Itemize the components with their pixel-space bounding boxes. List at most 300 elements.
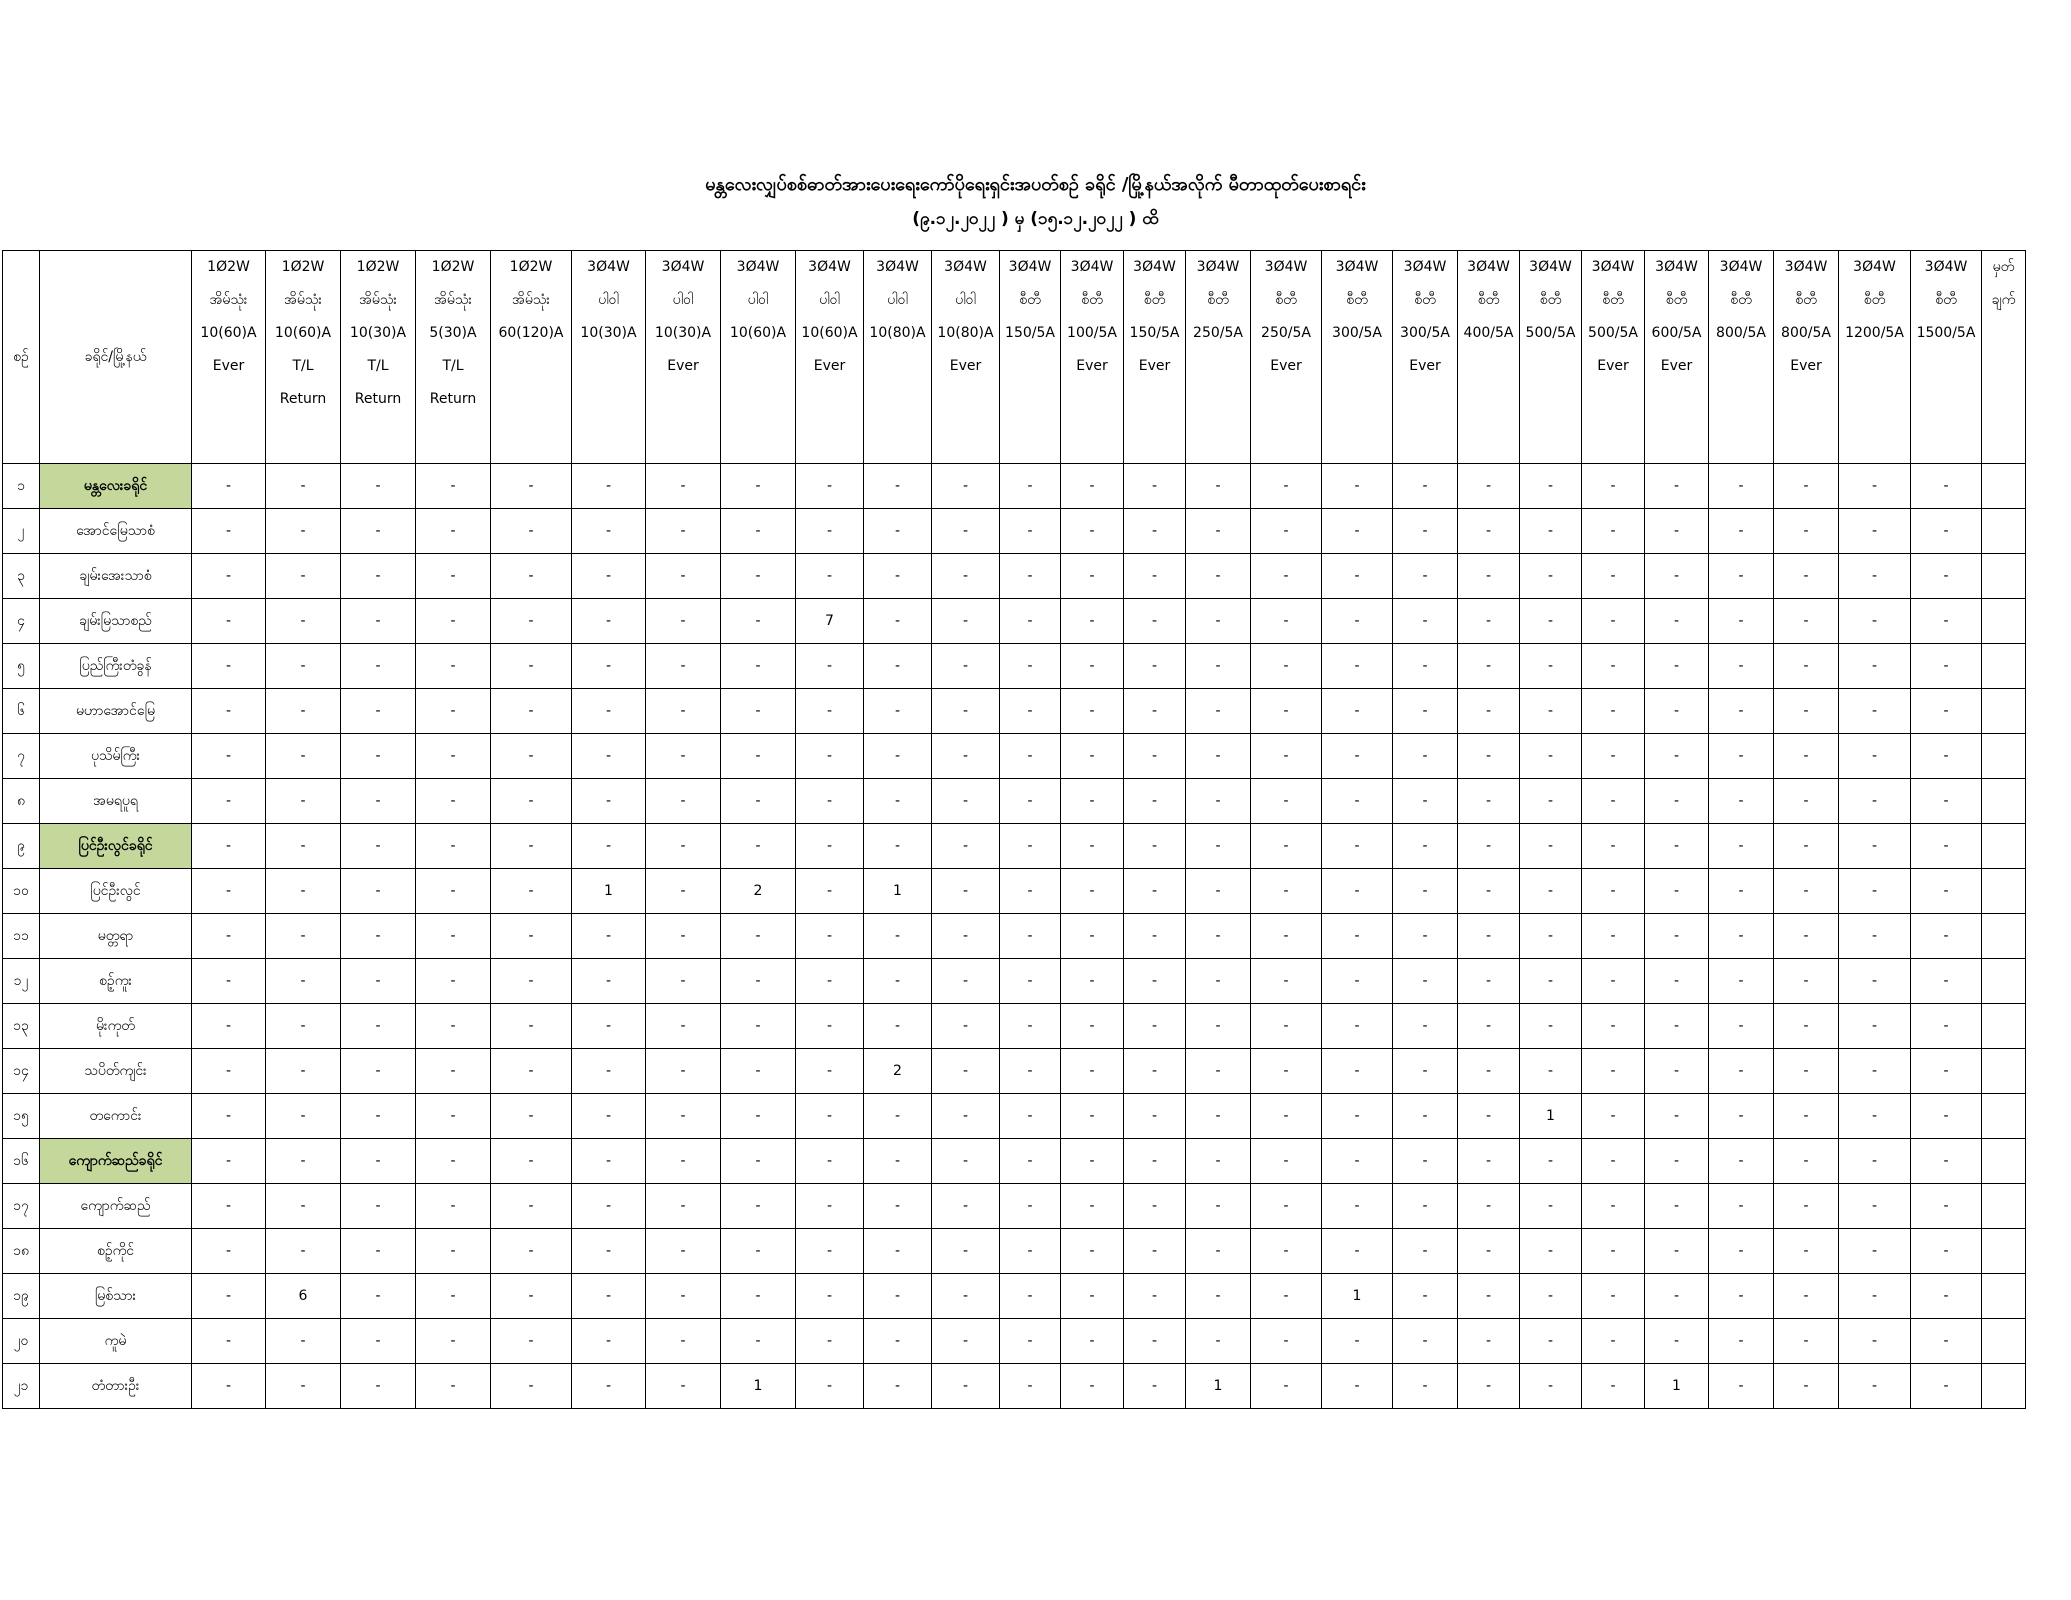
meter-count-cell: - [341,1229,416,1274]
meter-count-cell: - [1645,464,1709,509]
meter-count-cell: - [1322,959,1393,1004]
meter-count-cell: - [1645,734,1709,779]
meter-count-cell: - [491,554,572,599]
column-header-line: စီတီ [1665,292,1688,308]
column-header [192,251,266,464]
meter-count-cell: - [1520,554,1582,599]
meter-count-cell: - [1520,1274,1582,1319]
meter-count-cell: - [1458,1184,1520,1229]
meter-count-cell: - [1839,779,1911,824]
column-header-line: စီတီ [1346,292,1368,308]
meter-count-cell: - [1393,644,1458,689]
column-header-line: စီတီ [1602,292,1624,308]
meter-count-cell: - [1582,914,1645,959]
meter-count-cell: - [192,1004,266,1049]
meter-count-cell: - [1458,1319,1520,1364]
meter-count-cell: - [1709,959,1774,1004]
column-header [1000,251,1061,464]
meter-count-cell: - [1709,1004,1774,1049]
meter-count-cell: - [721,1319,796,1364]
column-header [864,251,932,464]
row-serial: ၁၀ [3,869,40,914]
meter-count-cell: - [1000,1094,1061,1139]
row-serial: ၂၁ [3,1364,40,1409]
meter-count-cell: - [1520,509,1582,554]
column-header-line: Ever [1076,358,1108,374]
meter-count-cell: - [1393,824,1458,869]
meter-count-cell: - [1393,1229,1458,1274]
meter-count-cell: - [1774,1229,1839,1274]
meter-count-cell: - [1839,824,1911,869]
meter-count-cell: - [1582,734,1645,779]
meter-count-cell: - [1124,1184,1186,1229]
meter-count-cell: - [1186,959,1251,1004]
meter-count-cell: - [932,1139,1000,1184]
meter-count-cell: - [646,464,721,509]
column-header-line: Ever [949,358,982,374]
meter-count-cell: - [1839,1274,1911,1319]
meter-count-cell: - [1911,554,1982,599]
meter-count-cell: 1 [721,1364,796,1409]
meter-count-cell: - [721,1274,796,1319]
meter-count-cell: - [932,869,1000,914]
meter-count-cell: - [341,464,416,509]
meter-count-cell: - [1000,914,1061,959]
meter-count-cell: 1 [1645,1364,1709,1409]
column-header-line: 10(30)A [349,325,407,341]
column-header-line: 10(60)A [200,325,257,341]
meter-count-cell: - [266,1364,341,1409]
meter-count-cell: - [192,1229,266,1274]
meter-count-cell: - [1061,959,1124,1004]
meter-count-cell: - [572,1094,646,1139]
meter-count-cell: - [864,644,932,689]
header-district-township: ခရိုင်/မြို့နယ် [40,251,192,464]
meter-count-cell: - [1911,1184,1982,1229]
row-serial: ၁၅ [3,1094,40,1139]
meter-count-cell: - [1911,599,1982,644]
meter-count-cell: - [1839,1139,1911,1184]
meter-count-cell: - [864,824,932,869]
column-header-line: ပါဝါ [819,292,840,308]
meter-count-cell: - [1186,779,1251,824]
meter-count-cell: - [572,599,646,644]
table-row [3,1004,2026,1049]
column-header-line: စီတီ [1275,292,1297,308]
meter-count-cell: - [721,734,796,779]
meter-count-cell: - [1645,779,1709,824]
column-header-line: 3Ø4W [736,259,780,275]
table-row [3,1274,2026,1319]
meter-count-cell: - [1839,914,1911,959]
meter-count-cell: - [572,1139,646,1184]
meter-count-cell: - [1251,1184,1322,1229]
remark-cell [1982,464,2026,509]
meter-count-cell: - [796,1139,864,1184]
meter-count-cell: - [1000,959,1061,1004]
meter-count-cell: - [1393,1004,1458,1049]
column-header-line: 150/5A [1129,325,1180,341]
meter-count-cell: - [1709,914,1774,959]
meter-count-cell: - [1709,599,1774,644]
meter-count-cell: - [1911,959,1982,1004]
meter-count-cell: - [796,1184,864,1229]
row-serial: ၄ [3,599,40,644]
meter-count-cell: - [1322,554,1393,599]
row-serial: ၁၄ [3,1049,40,1094]
meter-count-cell: - [341,779,416,824]
meter-count-cell: - [572,959,646,1004]
meter-count-cell: - [491,1184,572,1229]
column-header-line: Ever [1409,358,1441,374]
meter-count-cell: - [796,1049,864,1094]
meter-count-cell: - [1582,464,1645,509]
meter-count-cell: - [1393,914,1458,959]
meter-count-cell: - [1774,1139,1839,1184]
remark-cell [1982,1139,2026,1184]
column-header-line: 3Ø4W [1719,259,1763,275]
meter-count-cell: - [796,1094,864,1139]
meter-count-cell: - [341,644,416,689]
meter-count-cell: - [1582,644,1645,689]
meter-count-cell: - [1774,779,1839,824]
meter-count-cell: - [266,1094,341,1139]
meter-count-cell: - [646,689,721,734]
meter-count-cell: - [1124,689,1186,734]
table-row [3,599,2026,644]
column-header [491,251,572,464]
meter-count-cell: - [572,464,646,509]
column-header-line: ပါဝါ [887,292,908,308]
meter-count-cell: - [341,1139,416,1184]
meter-count-cell: - [646,509,721,554]
meter-count-cell: - [864,1229,932,1274]
column-header-line: 3Ø4W [1467,259,1510,275]
meter-count-cell: - [1520,779,1582,824]
meter-count-cell: - [1186,1049,1251,1094]
column-header-line: Ever [813,358,846,374]
column-header-line: Ever [667,358,699,374]
row-serial: ၁၃ [3,1004,40,1049]
meter-count-cell: - [1251,824,1322,869]
meter-count-cell: - [932,734,1000,779]
meter-count-cell: - [1124,914,1186,959]
township-name: ပုသိမ်ကြီး [40,734,192,779]
meter-count-cell: - [1124,554,1186,599]
meter-count-cell: - [721,1139,796,1184]
meter-count-cell: - [864,1319,932,1364]
meter-count-cell: - [1458,959,1520,1004]
meter-count-cell: - [192,1139,266,1184]
column-header-line: 60(120)A [498,325,564,341]
column-header-line: 3Ø4W [1591,259,1635,275]
meter-count-cell: - [266,599,341,644]
remark-cell [1982,689,2026,734]
meter-count-cell: - [1322,779,1393,824]
table-row [3,644,2026,689]
meter-count-cell: - [1839,1319,1911,1364]
column-header [1393,251,1458,464]
report-date-range: (၉.၁၂.၂၀၂၂ ) မှ (၁၅.၁၂.၂၀၂၂ ) ထိ [912,209,1159,229]
meter-count-cell: - [266,914,341,959]
meter-count-cell: - [1839,734,1911,779]
meter-count-cell: - [572,1229,646,1274]
meter-count-cell: - [1709,1184,1774,1229]
column-header-line: 3Ø4W [1070,259,1114,275]
column-header-line: 1200/5A [1845,325,1904,341]
column-header-line: 3Ø4W [1924,259,1968,275]
meter-count-cell: - [646,1274,721,1319]
meter-count-cell: - [491,959,572,1004]
meter-count-cell: - [491,689,572,734]
meter-count-cell: - [1709,734,1774,779]
meter-count-cell: - [1645,644,1709,689]
meter-count-cell: - [491,1319,572,1364]
meter-count-cell: - [1520,734,1582,779]
column-header-line: 3Ø4W [587,259,630,275]
meter-count-cell: - [1393,959,1458,1004]
meter-count-cell: - [192,1274,266,1319]
meter-count-cell: - [1645,554,1709,599]
meter-count-cell: - [1911,1004,1982,1049]
meter-count-cell: - [341,689,416,734]
meter-count-cell: - [1582,1139,1645,1184]
meter-count-cell: - [1839,644,1911,689]
meter-count-cell: - [1520,644,1582,689]
meter-count-cell: - [796,644,864,689]
column-header-line: 3Ø4W [1655,259,1698,275]
table-row [3,779,2026,824]
meter-count-cell: - [192,509,266,554]
meter-count-cell: - [572,779,646,824]
meter-count-cell: - [796,509,864,554]
meter-count-cell: - [1645,869,1709,914]
meter-count-cell: - [491,1229,572,1274]
meter-count-cell: - [1774,1094,1839,1139]
meter-count-cell: 2 [864,1049,932,1094]
meter-count-cell: - [1774,869,1839,914]
meter-count-cell: - [1645,599,1709,644]
meter-count-cell: - [1124,1229,1186,1274]
meter-count-cell: - [1520,959,1582,1004]
meter-count-cell: - [796,689,864,734]
meter-count-cell: - [1000,1229,1061,1274]
column-header-line: စီတီ [1414,292,1436,308]
row-serial: ၆ [3,689,40,734]
column-header-line: အိမ်သုံး [209,292,248,308]
meter-count-cell: - [341,554,416,599]
meter-count-cell: - [1774,1004,1839,1049]
meter-count-cell: - [266,869,341,914]
meter-count-cell: - [1520,599,1582,644]
meter-count-cell: - [1458,1274,1520,1319]
meter-count-cell: - [1774,1274,1839,1319]
column-header-line: 100/5A [1067,325,1117,341]
meter-count-cell: - [1124,1319,1186,1364]
meter-count-cell: - [932,824,1000,869]
meter-count-cell: - [796,824,864,869]
district-name: မန္တလေးခရိုင် [40,464,192,509]
table-body [3,464,2026,1409]
meter-count-cell: - [1645,1319,1709,1364]
meter-count-cell: - [1520,914,1582,959]
meter-count-cell: - [1061,554,1124,599]
meter-count-cell: - [192,554,266,599]
row-serial: ၈ [3,779,40,824]
meter-count-cell: - [1774,959,1839,1004]
meter-count-cell: - [1393,464,1458,509]
meter-count-cell: - [1709,509,1774,554]
meter-count-cell: - [1251,1229,1322,1274]
meter-count-cell: - [796,464,864,509]
meter-count-cell: - [1582,599,1645,644]
meter-count-cell: - [1000,1319,1061,1364]
meter-count-cell: - [1322,1364,1393,1409]
column-header-line: Return [429,391,477,407]
column-header-line: စီတီ [1863,292,1886,308]
meter-count-cell: - [1839,1004,1911,1049]
meter-count-cell: - [932,1004,1000,1049]
meter-count-cell: - [572,644,646,689]
column-header-line: 10(60)A [801,325,858,341]
remark-cell [1982,959,2026,1004]
meter-count-cell: - [864,464,932,509]
table-row [3,1364,2026,1409]
meter-count-cell: - [1124,779,1186,824]
meter-count-cell: - [1645,824,1709,869]
meter-count-cell: - [1582,1049,1645,1094]
meter-count-cell: - [1709,869,1774,914]
meter-count-cell: - [721,554,796,599]
township-name: သပိတ်ကျင်း [40,1049,192,1094]
meter-count-cell: - [932,914,1000,959]
column-header [932,251,1000,464]
meter-count-cell: - [864,1184,932,1229]
meter-count-cell: - [646,1364,721,1409]
meter-count-cell: - [1709,554,1774,599]
column-header-line: 10(30)A [580,325,637,341]
meter-count-cell: - [646,1094,721,1139]
meter-count-cell: - [932,1184,1000,1229]
column-header-line: T/L [367,358,389,374]
column-header-line: 1Ø2W [356,259,400,275]
column-header [1251,251,1322,464]
meter-count-cell: - [1251,464,1322,509]
meter-count-cell: - [192,464,266,509]
meter-count-cell: - [864,779,932,824]
column-header-line: အိမ်သုံး [434,292,472,308]
meter-count-cell: - [1322,1094,1393,1139]
column-header-line: 300/5A [1332,325,1382,341]
meter-count-cell: - [646,779,721,824]
meter-count-cell: - [1839,1229,1911,1274]
meter-count-cell: - [491,779,572,824]
meter-count-cell: - [1393,599,1458,644]
meter-count-cell: - [491,1364,572,1409]
meter-count-cell: - [416,689,491,734]
column-header [1582,251,1645,464]
meter-count-cell: - [1186,1004,1251,1049]
meter-count-cell: - [491,914,572,959]
meter-count-cell: 7 [796,599,864,644]
column-header-line: 1Ø2W [509,259,553,275]
meter-count-cell: - [1458,1049,1520,1094]
meter-count-cell: - [1520,1319,1582,1364]
column-header [572,251,646,464]
meter-count-cell: - [932,509,1000,554]
meter-count-cell: - [266,1004,341,1049]
township-name: ကူမဲ [40,1319,192,1364]
meter-count-cell: - [1774,1049,1839,1094]
meter-count-cell: - [1061,689,1124,734]
meter-count-cell: - [1774,689,1839,734]
column-header-line: 10(60)A [729,325,787,341]
meter-count-cell: - [1124,734,1186,779]
meter-count-cell: - [1839,509,1911,554]
column-header-line: Ever [1660,358,1693,374]
column-header-line: စီတီ [1539,292,1562,308]
column-header [1458,251,1520,464]
meter-count-cell: - [1520,1364,1582,1409]
meter-count-cell: - [1251,689,1322,734]
column-header-line: စီတီ [1207,292,1229,308]
remark-cell [1982,1184,2026,1229]
meter-count-cell: - [1251,914,1322,959]
table-row [3,689,2026,734]
meter-count-cell: - [1186,914,1251,959]
meter-count-cell: - [1000,1049,1061,1094]
meter-count-cell: - [1061,1139,1124,1184]
meter-count-cell: - [192,644,266,689]
header-serial: စဉ် [3,251,40,464]
meter-count-cell: - [1458,1364,1520,1409]
meter-count-cell: - [1839,1049,1911,1094]
meter-count-cell: - [572,734,646,779]
meter-count-cell: - [416,959,491,1004]
meter-count-cell: - [1393,779,1458,824]
meter-count-cell: - [932,689,1000,734]
meter-count-cell: - [572,509,646,554]
meter-count-cell: - [1911,1049,1982,1094]
meter-count-cell: - [416,824,491,869]
column-header-line: Ever [1270,358,1302,374]
remark-cell [1982,914,2026,959]
meter-count-cell: - [1458,644,1520,689]
meter-count-cell: - [1645,1184,1709,1229]
meter-count-cell: - [1186,869,1251,914]
meter-count-cell: - [721,509,796,554]
meter-count-cell: - [646,914,721,959]
meter-count-cell: - [1582,824,1645,869]
meter-count-cell: - [796,1229,864,1274]
meter-count-cell: - [341,599,416,644]
meter-count-cell: 1 [572,869,646,914]
meter-count-cell: - [341,1364,416,1409]
meter-count-cell: - [1322,1319,1393,1364]
meter-count-cell: - [796,734,864,779]
meter-count-cell: - [1251,779,1322,824]
meter-count-cell: - [1000,734,1061,779]
column-header-line: 1Ø2W [207,259,250,275]
meter-count-cell: - [1645,1139,1709,1184]
remark-cell [1982,1049,2026,1094]
township-name: ပြင်ဦးလွင် [40,869,192,914]
meter-count-cell: - [721,914,796,959]
remark-cell [1982,1094,2026,1139]
column-header-line: 300/5A [1400,325,1450,341]
meter-count-cell: - [491,1274,572,1319]
meter-count-cell: - [416,599,491,644]
